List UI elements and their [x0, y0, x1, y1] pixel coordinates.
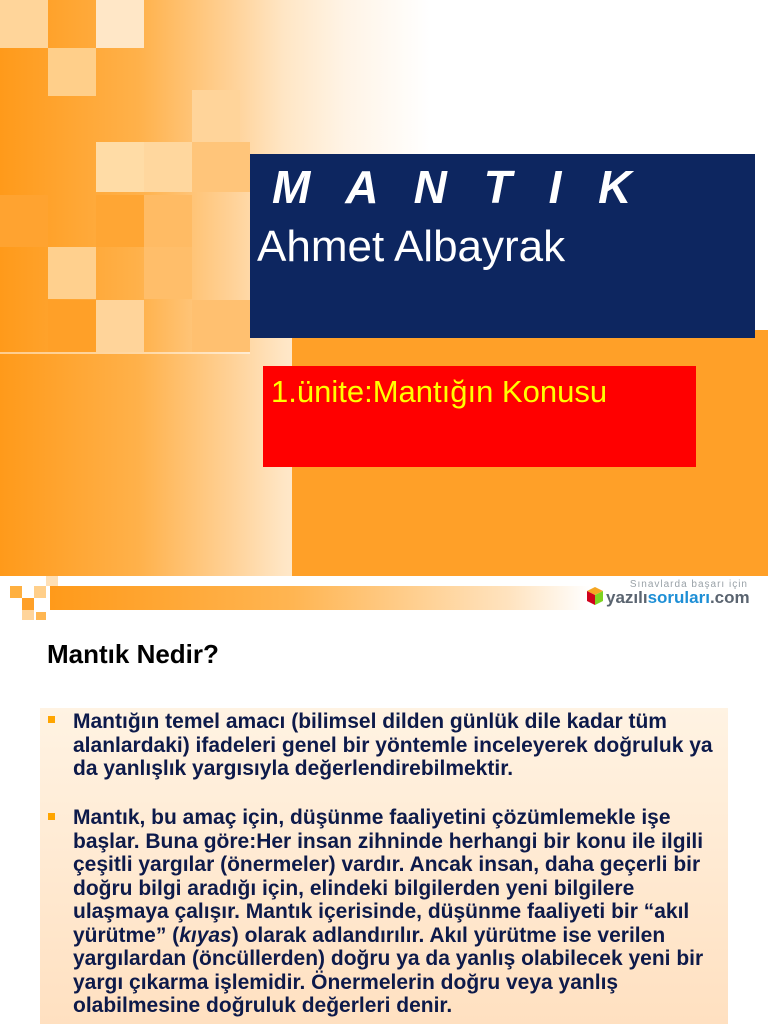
decor-tile: [144, 247, 192, 299]
watermark-name-part3: .com: [709, 588, 750, 607]
decor-tile: [36, 612, 46, 620]
decor-tile: [192, 90, 240, 142]
author-name: Ahmet Albayrak: [257, 222, 566, 271]
decor-tile: [48, 300, 96, 352]
decor-tile: [10, 586, 22, 598]
decor-tile: [96, 195, 144, 247]
decor-tile: [22, 610, 34, 620]
watermark-site-name: [606, 588, 750, 608]
decor-tile: [34, 586, 46, 598]
decor-tile: [96, 142, 144, 192]
bullet-text-italic: kıyas: [179, 923, 232, 947]
watermark-tagline: Sınavlarda başarı için: [629, 579, 748, 590]
slide-title: M A N T I K: [272, 161, 644, 213]
decor-tile: [144, 142, 192, 192]
content-slide: [0, 576, 768, 1024]
decor-tile: [0, 195, 48, 247]
unit-subtitle: 1.ünite:Mantığın Konusu: [271, 374, 608, 409]
decor-tile: [48, 48, 96, 96]
decor-tile: [96, 0, 144, 48]
bullet-text-part: Mantık, bu amaç için, düşünme faaliyetini çözümlemekle işe başlar. Buna göre:Her insan zihninde herhangi bir konu ile ilgili çeşitli yargılar (önermeler) vardır. Ancak insan, daha geçerli bir doğru bilgi aradığı için, elindeki bilgilerden yeni bilgilere ulaşmaya çalışır. Mantık içerisinde, düşünme faaliyeti bir “akıl yürütme” (: [73, 806, 704, 947]
decor-tile: [22, 598, 34, 610]
slide-heading: Mantık Nedir?: [47, 639, 219, 669]
header-band: [50, 586, 590, 610]
decor-tile: [144, 195, 192, 247]
bullet-text: [73, 806, 728, 1018]
decor-tile: [96, 300, 144, 352]
watermark: [586, 579, 764, 611]
decor-tile: [46, 576, 58, 586]
bullet-square-icon: [48, 813, 55, 820]
decor-tile: [192, 300, 250, 352]
decor-tile: [48, 247, 96, 299]
cube-logo-icon: [586, 586, 604, 606]
decor-tile: [0, 352, 250, 354]
watermark-name-part2: soruları: [647, 588, 710, 607]
decor-tile: [192, 142, 250, 192]
bullet-square-icon: [48, 716, 55, 723]
watermark-name-part1: yazılı: [606, 588, 648, 607]
decor-tile: [0, 0, 48, 48]
bullet-text-part: ) olarak adlandırılır. Akıl yürütme ise verilen yargılardan (öncüllerden) doğru ya da yanlış olabilecek yeni bir yargı çıkarma işlemidir. Önermelerin doğru veya yanlış olabilmesine doğruluk değerleri denir.: [73, 923, 704, 1017]
bullet-text: Mantığın temel amacı (bilimsel dilden günlük dile kadar tüm alanlardaki) ifadeleri genel bir yöntemle inceleyerek doğruluk ya da yanlışlık yargısıyla değerlendirebilmektir.: [73, 710, 713, 780]
